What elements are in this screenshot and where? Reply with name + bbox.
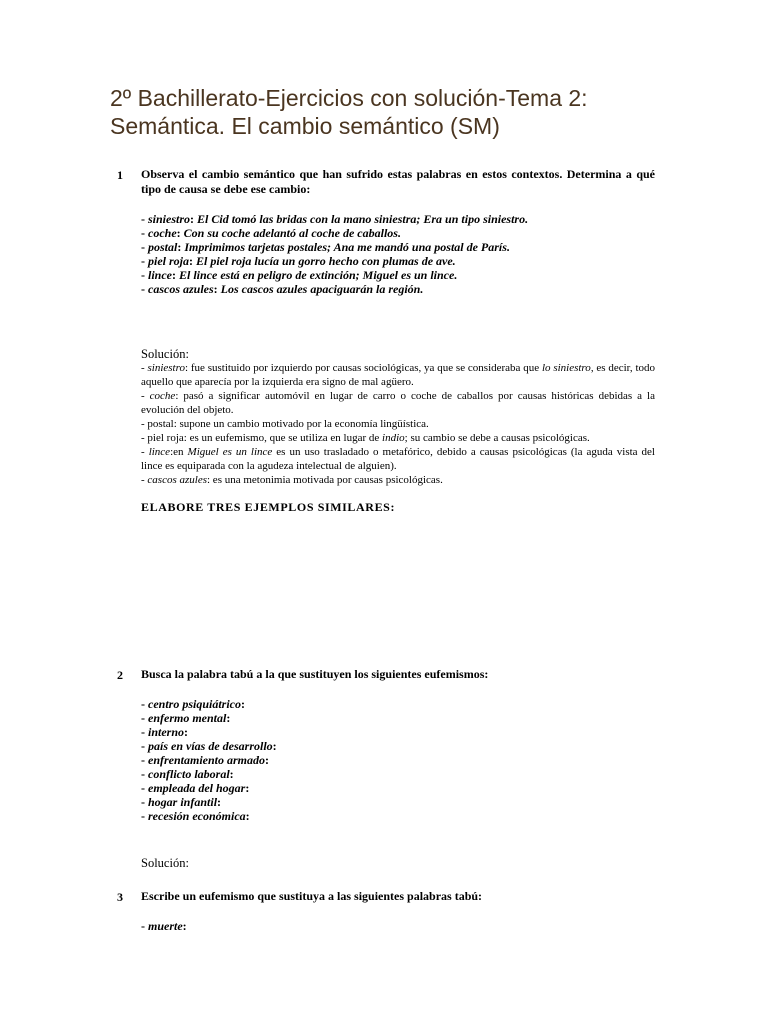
- list-item: - empleada del hogar:: [141, 781, 250, 795]
- list-item: - piel roja: El piel roja lucía un gorro hecho con plumas de ave.: [141, 254, 456, 268]
- list-item: - lince: El lince está en peligro de extinción; Miguel es un lince.: [141, 268, 458, 282]
- list-item: - interno:: [141, 725, 189, 739]
- exercise-3-question: Escribe un eufemismo que sustituya a las siguientes palabras tabú:: [141, 889, 483, 903]
- list-item: - postal: Imprimimos tarjetas postales; Ana me mandó una postal de París.: [141, 240, 510, 254]
- title-line-1: 2º Bachillerato-Ejercicios con solución-Tema 2:: [110, 85, 588, 111]
- list-item: - país en vías de desarrollo:: [141, 739, 277, 753]
- solution-paragraph: - cascos azules: es una metonimia motivada por causas psicológicas.: [141, 474, 443, 486]
- list-item: - coche: Con su coche adelantó al coche de caballos.: [141, 226, 401, 240]
- solution-label: Solución:: [141, 856, 189, 870]
- page-title: [110, 84, 710, 140]
- exercise-2-question: Busca la palabra tabú a la que sustituyen los siguientes eufemismos:: [141, 667, 489, 681]
- list-item: - conflicto laboral:: [141, 767, 234, 781]
- list-item: - cascos azules: Los cascos azules apaciguarán la región.: [141, 282, 424, 296]
- solution-paragraph: - postal: supone un cambio motivado por la economía lingüística.: [141, 418, 429, 430]
- list-item: - siniestro: El Cid tomó las bridas con la mano siniestra; Era un tipo siniestro.: [141, 212, 529, 226]
- list-item: - centro psiquiátrico:: [141, 697, 246, 711]
- title-line-2: Semántica. El cambio semántico (SM): [110, 113, 500, 139]
- exercise-1-list: [141, 212, 528, 296]
- exercise-1-question: Observa el cambio semántico que han sufrido estas palabras en estos contextos. Determina a qué tipo de causa se debe ese cambio:: [141, 167, 655, 196]
- elabore-heading: ELABORE TRES EJEMPLOS SIMILARES:: [141, 500, 396, 514]
- solution-paragraph: - lince:en Miguel es un lince es un uso trasladado o metafórico, debido a causas psicológicas (la aguda vista del lince es equiparada con la agudeza intelectual de alguien).: [141, 446, 655, 472]
- exercise-2-number: 2: [117, 668, 123, 682]
- list-item: - enfrentamiento armado:: [141, 753, 270, 767]
- list-item: - muerte:: [141, 919, 187, 933]
- exercise-3-number: 3: [117, 890, 123, 904]
- list-item: - recesión económica:: [141, 809, 250, 823]
- exercise-1-number: 1: [117, 168, 123, 182]
- solution-paragraph: - coche: pasó a significar automóvil en lugar de carro o coche de caballos por causas históricas debidas a la evolución del objeto.: [141, 390, 655, 416]
- list-item: - enfermo mental:: [141, 711, 231, 725]
- list-item: - hogar infantil:: [141, 795, 222, 809]
- solution-label: Solución:: [141, 347, 189, 361]
- solution-paragraph: - siniestro: fue sustituido por izquierdo por causas sociológicas, ya que se consideraba que lo siniestro, es decir, todo aquello que aparecía por la izquierda era signo de mal agüero.: [141, 362, 656, 388]
- exercise-2-list: [141, 697, 277, 823]
- solution-paragraph: - piel roja: es un eufemismo, que se utiliza en lugar de indio; su cambio se debe a causas psicológicas.: [141, 432, 590, 444]
- exercise-1-solution: [141, 361, 655, 487]
- exercise-3-list: [141, 919, 187, 933]
